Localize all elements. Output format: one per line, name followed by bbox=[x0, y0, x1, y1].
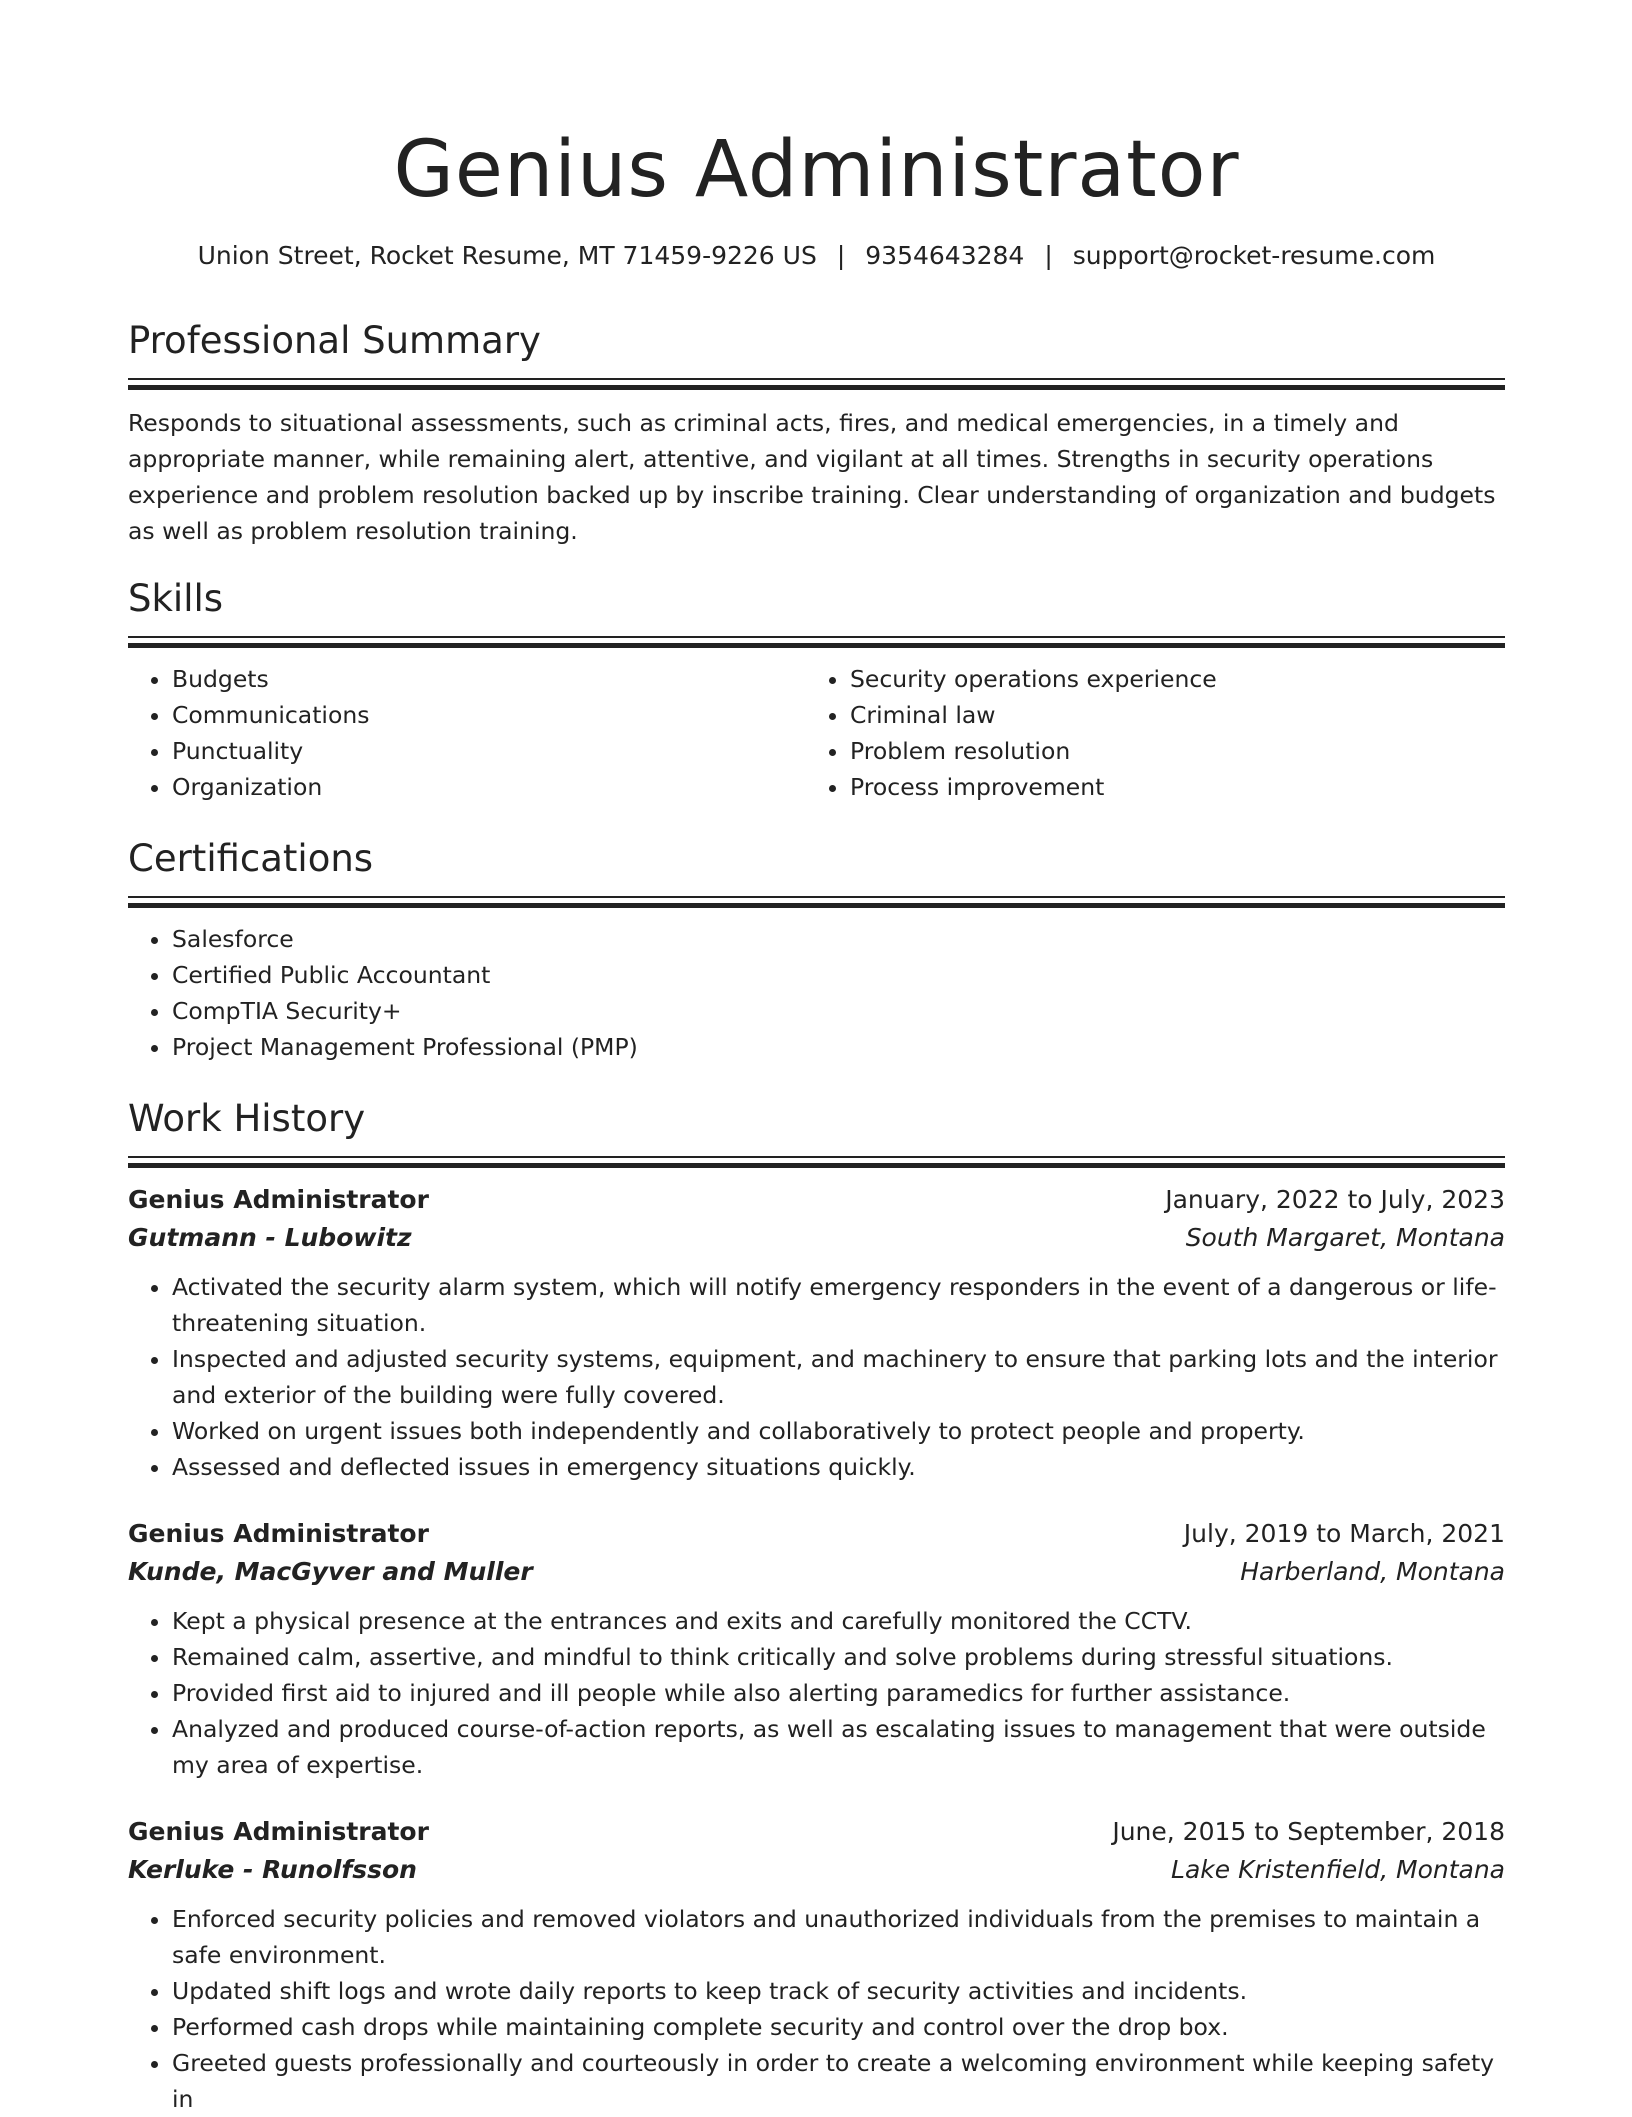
candidate-name: Genius Administrator bbox=[393, 125, 1240, 215]
job-bullet: • Inspected and adjusted security systems, equipment, and machinery to ensure that parking lots and the interior and exterior of the building were fully covered. bbox=[172, 1341, 1505, 1413]
certification-item: • CompTIA Security+ bbox=[172, 993, 1505, 1029]
skill-item: • Problem resolution bbox=[850, 733, 1484, 769]
job-bullet: • Assessed and deflected issues in emergency situations quickly. bbox=[172, 1449, 1505, 1485]
job-title: Genius Administrator bbox=[128, 1817, 429, 1846]
contact-address: Union Street, Rocket Resume, MT 71459-9226 US bbox=[197, 241, 817, 270]
section-divider bbox=[128, 636, 1505, 647]
skill-item: • Criminal law bbox=[850, 697, 1484, 733]
contact-email: support@rocket-resume.com bbox=[1072, 241, 1436, 270]
contact-line bbox=[128, 236, 1505, 276]
skills-heading: Skills bbox=[128, 577, 224, 620]
job-company: Kunde, MacGyver and Muller bbox=[128, 1557, 533, 1586]
job-dates: June, 2015 to September, 2018 bbox=[1112, 1817, 1505, 1846]
certifications-heading: Certifications bbox=[128, 837, 374, 880]
job-header bbox=[128, 1813, 1505, 1851]
job-bullet: • Updated shift logs and wrote daily reports to keep track of security activities and incidents. bbox=[172, 1973, 1505, 2009]
certifications-list bbox=[128, 921, 1505, 1065]
job-subheader bbox=[128, 1851, 1505, 1889]
job-company: Gutmann - Lubowitz bbox=[128, 1223, 412, 1252]
work-history-heading: Work History bbox=[128, 1097, 366, 1140]
job-bullet: • Enforced security policies and removed violators and unauthorized individuals from the premises to maintain a safe environment. bbox=[172, 1901, 1505, 1973]
skill-item: • Security operations experience bbox=[850, 661, 1484, 697]
job-bullets bbox=[128, 1603, 1505, 1783]
contact-separator: | bbox=[1044, 241, 1053, 270]
job-dates: July, 2019 to March, 2021 bbox=[1183, 1519, 1505, 1548]
job-subheader bbox=[128, 1219, 1505, 1257]
job-bullet: • Greeted guests professionally and courteously in order to create a welcoming environment while keeping safety in bbox=[172, 2045, 1505, 2117]
job-bullet: • Performed cash drops while maintaining complete security and control over the drop box. bbox=[172, 2009, 1505, 2045]
job-header bbox=[128, 1515, 1505, 1553]
skills-list-right bbox=[806, 661, 1484, 805]
skill-item: • Punctuality bbox=[172, 733, 806, 769]
work-history-section bbox=[128, 1094, 1505, 2117]
section-divider bbox=[128, 378, 1505, 389]
skill-item: • Budgets bbox=[172, 661, 806, 697]
section-divider bbox=[128, 896, 1505, 907]
job-bullet: • Analyzed and produced course-of-action reports, as well as escalating issues to management that were outside my area of expertise. bbox=[172, 1711, 1505, 1783]
summary-section bbox=[128, 316, 1505, 549]
job-bullet: • Worked on urgent issues both independently and collaboratively to protect people and property. bbox=[172, 1413, 1505, 1449]
job-title: Genius Administrator bbox=[128, 1185, 429, 1214]
job-bullet: • Kept a physical presence at the entrances and exits and carefully monitored the CCTV. bbox=[172, 1603, 1505, 1639]
job-bullets bbox=[128, 1269, 1505, 1485]
job-entry bbox=[128, 1515, 1505, 1783]
job-title: Genius Administrator bbox=[128, 1519, 429, 1548]
certification-item: • Certified Public Accountant bbox=[172, 957, 1505, 993]
job-company: Kerluke - Runolfsson bbox=[128, 1855, 417, 1884]
skills-section bbox=[128, 574, 1505, 805]
job-header bbox=[128, 1181, 1505, 1219]
skill-item: • Process improvement bbox=[850, 769, 1484, 805]
job-dates: January, 2022 to July, 2023 bbox=[1165, 1185, 1505, 1214]
skill-item: • Communications bbox=[172, 697, 806, 733]
job-location: Harberland, Montana bbox=[1240, 1557, 1505, 1586]
certifications-section bbox=[128, 834, 1505, 1065]
job-entry bbox=[128, 1813, 1505, 2117]
job-bullet: • Activated the security alarm system, which will notify emergency responders in the event of a dangerous or life-threatening situation. bbox=[172, 1269, 1505, 1341]
certification-item: • Project Management Professional (PMP) bbox=[172, 1029, 1505, 1065]
contact-separator: | bbox=[836, 241, 846, 270]
job-entry bbox=[128, 1181, 1505, 1485]
job-bullets bbox=[128, 1901, 1505, 2117]
contact-phone: 9354643284 bbox=[865, 241, 1025, 270]
summary-heading: Professional Summary bbox=[128, 319, 541, 362]
job-subheader bbox=[128, 1553, 1505, 1591]
job-bullet: • Remained calm, assertive, and mindful to think critically and solve problems during stressful situations. bbox=[172, 1639, 1505, 1675]
summary-text: Responds to situational assessments, such as criminal acts, fires, and medical emergencies, in a timely and appropriate manner, while remaining alert, attentive, and vigilant at all times. Strengths in security operations experience and problem resolution backed up by inscribe training. Clear understanding of organization and budgets as well as problem resolution training. bbox=[128, 409, 1496, 545]
job-bullet: • Provided first aid to injured and ill people while also alerting paramedics for further assistance. bbox=[172, 1675, 1505, 1711]
skills-list-left bbox=[128, 661, 806, 805]
job-location: Lake Kristenfield, Montana bbox=[1171, 1855, 1505, 1884]
certification-item: • Salesforce bbox=[172, 921, 1505, 957]
section-divider bbox=[128, 1156, 1505, 1167]
skill-item: • Organization bbox=[172, 769, 806, 805]
job-location: South Margaret, Montana bbox=[1185, 1223, 1505, 1252]
skills-columns bbox=[128, 647, 1505, 805]
